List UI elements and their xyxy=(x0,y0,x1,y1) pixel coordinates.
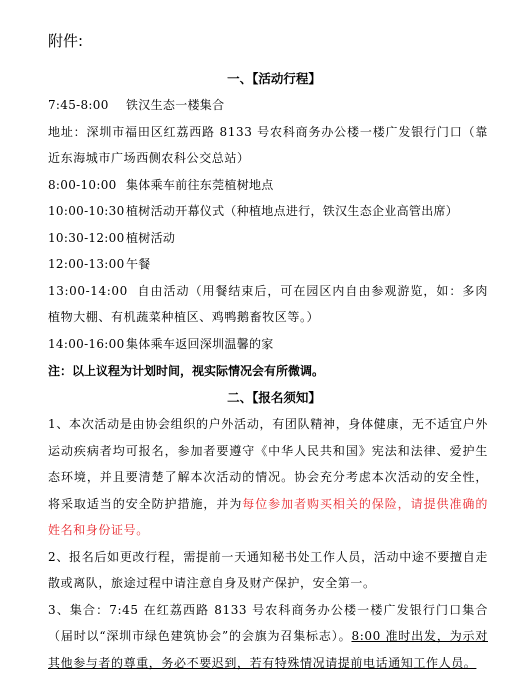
document xyxy=(48,10,488,676)
registration-text: 1、本次活动是由协会组织的户外活动，有团队精神，身体健康，无不适宜户外运动疾病者均可报名，参加者要遵守《中华人民共和国》宪法和法律、爱护生态环境，并且要清楚了解本次活动的情况。协会充分考虑本次活动的安全性，将采取适当的安全防护措施，并为 xyxy=(48,417,488,511)
schedule-time: 10:00-10:30 xyxy=(48,198,126,225)
schedule-time: 14:00-16:00 xyxy=(48,331,126,358)
attachment-label: 附件: xyxy=(48,30,488,50)
schedule-text: 午餐 xyxy=(126,257,151,271)
schedule-text: 集体乘车返回深圳温馨的家 xyxy=(126,337,274,351)
schedule-free-activity xyxy=(48,278,488,331)
schedule-note: 注：以上议程为计划时间，视实际情况会有所微调。 xyxy=(48,357,488,385)
schedule-text: 自由活动（用餐结束后，可在园区内自由参观游览，如：多肉植物大棚、有机蔬菜种植区、鸡鸭鹅畜牧区等。） xyxy=(48,284,488,325)
schedule-item-3 xyxy=(48,225,488,252)
registration-item-3 xyxy=(48,597,488,676)
schedule-time: 12:00-13:00 xyxy=(48,251,126,278)
departure-notice: 8:00 准时出发，为示对其他参与者的尊重，务必不要迟到，若有特殊情况请提前电话通知工作人员。 xyxy=(48,629,488,670)
section-title-registration: 二、【报名须知】 xyxy=(48,385,488,411)
registration-item-2: 2、报名后如更改行程，需提前一天通知秘书处工作人员，活动中途不要擅自走散或离队，旅途过程中请注意自身及财产保护，安全第一。 xyxy=(48,544,488,597)
schedule-item-1 xyxy=(48,172,488,199)
schedule-time: 8:00-10:00 xyxy=(48,172,126,199)
schedule-text: 集体乘车前往东莞植树地点 xyxy=(126,178,274,192)
insurance-highlight: 每位参加者购买相关的保险，请提供准确的姓名和身份证号。 xyxy=(48,497,488,538)
schedule-gather xyxy=(48,92,488,119)
registration-item-1 xyxy=(48,411,488,544)
schedule-text: 植树活动开幕仪式（种植地点进行，铁汉生态企业高管出席） xyxy=(126,204,458,218)
schedule-address: 地址：深圳市福田区红荔西路 8133 号农科商务办公楼一楼广发银行门口（靠近东海城市广场西侧农科公交总站） xyxy=(48,119,488,172)
schedule-time: 7:45-8:00 xyxy=(48,92,126,119)
schedule-text: 铁汉生态一楼集合 xyxy=(126,98,224,112)
schedule-text: 植树活动 xyxy=(126,231,175,245)
schedule-return xyxy=(48,331,488,358)
schedule-time: 10:30-12:00 xyxy=(48,225,126,252)
schedule-time: 13:00-14:00 xyxy=(48,284,128,298)
schedule-item-2 xyxy=(48,198,488,225)
schedule-item-4 xyxy=(48,251,488,278)
section-title-schedule: 一、【活动行程】 xyxy=(48,66,488,92)
registration-text: 3、集合：7:45 在红荔西路 8133 号农科商务办公楼一楼广发银行门口集合（届时以“深圳市绿色建筑协会”的会旗为召集标志）。 xyxy=(48,603,488,644)
